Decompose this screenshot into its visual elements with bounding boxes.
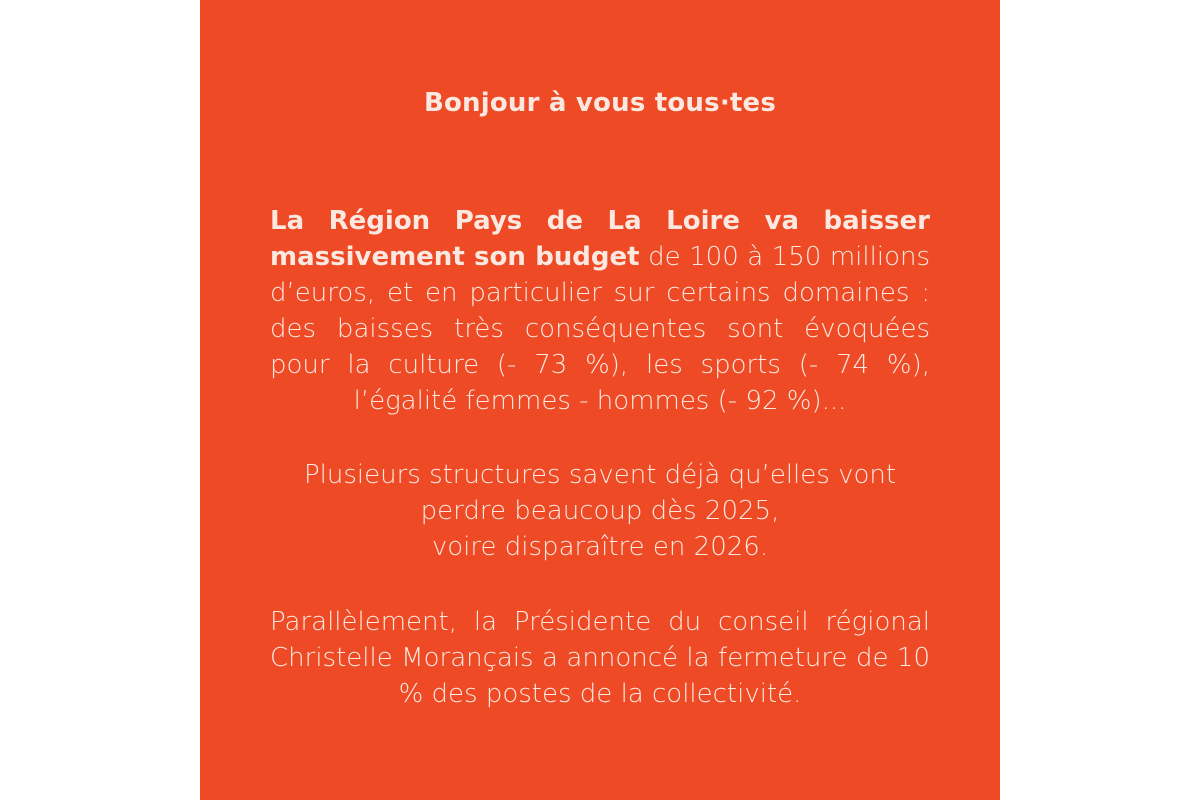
paragraph-budget-cuts-bold-lead: La Région Pays de La Loire va baisser massivement son budget (270, 206, 930, 272)
greeting-heading: Bonjour à vous tous·tes (423, 88, 777, 118)
paragraph-structures (270, 457, 930, 565)
paragraph-structures-line-1: Plusieurs structures savent déjà qu’elles vont (303, 460, 897, 490)
paragraph-budget-cuts-text: de 100 à 150 millions d’euros, et en particulier sur certains domaines : des baisses très conséquentes sont évoquées pour la culture (- 73 %), les sports (- 74 %), l’égalité femmes - hommes (- 92 %)... (270, 242, 930, 416)
paragraph-budget-cuts (270, 203, 930, 419)
paragraph-structures-line-2: perdre beaucoup dès 2025, (420, 496, 780, 526)
paragraph-job-cuts: Parallèlement, la Présidente du conseil régional Christelle Morançais a annoncé la fermeture de 10 % des postes de la collectivité. (270, 607, 930, 709)
paragraph-structures-line-3: voire disparaître en 2026. (431, 532, 769, 562)
orange-card (200, 0, 1000, 800)
